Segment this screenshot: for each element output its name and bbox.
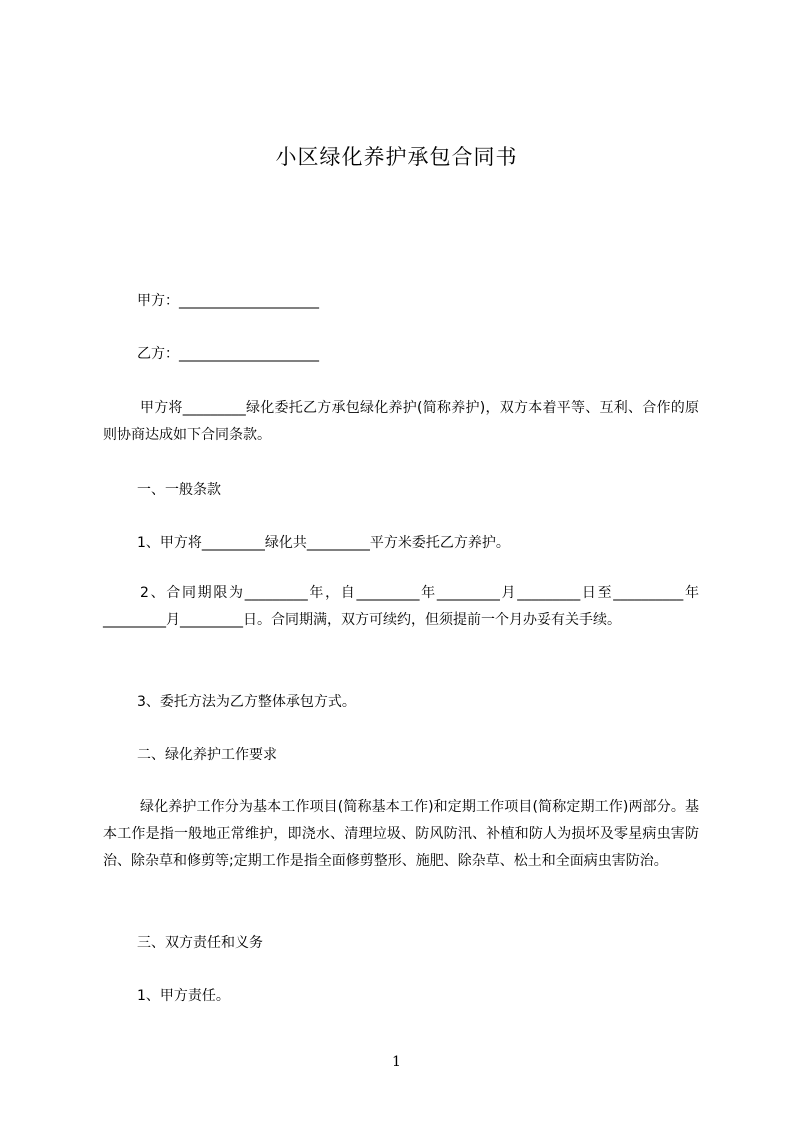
intro-paragraph: 甲方将_________绿化委托乙方承包绿化养护(简称养护)，双方本着平等、互利、合作的原则协商达成如下合同条款。 — [103, 400, 699, 443]
clause-1-3: 3、委托方法为乙方整体承包方式。 — [137, 694, 356, 710]
party-b-line: 乙方：____________________ — [137, 346, 319, 362]
clause-3-1: 1、甲方责任。 — [137, 988, 230, 1004]
clause-1-2: 2、合同期限为_________年，自_________年_________月_________日至__________年_________月_________日。合同期满，双方可续约，但须提前一个月办妥有关手续。 — [103, 585, 699, 628]
page-number: 1 — [392, 1054, 401, 1070]
section-2-body: 绿化养护工作分为基本工作项目(简称基本工作)和定期工作项目(简称定期工作)两部分。基本工作是指一般地正常维护，即浇水、清理垃圾、防风防汛、补植和防人为损坏及零星病虫害防治、除杂草和修剪等;定期工作是指全面修剪整形、施肥、除杂草、松土和全面病虫害防治。 — [103, 799, 699, 869]
section-3-heading: 三、双方责任和义务 — [137, 935, 263, 951]
document-title: 小区绿化养护承包合同书 — [275, 145, 518, 169]
section-1-heading: 一、一般条款 — [137, 482, 221, 498]
clause-1-1: 1、甲方将_________绿化共_________平方米委托乙方养护。 — [137, 535, 510, 551]
section-2-heading: 二、绿化养护工作要求 — [137, 747, 277, 763]
party-a-line: 甲方：____________________ — [137, 293, 319, 309]
